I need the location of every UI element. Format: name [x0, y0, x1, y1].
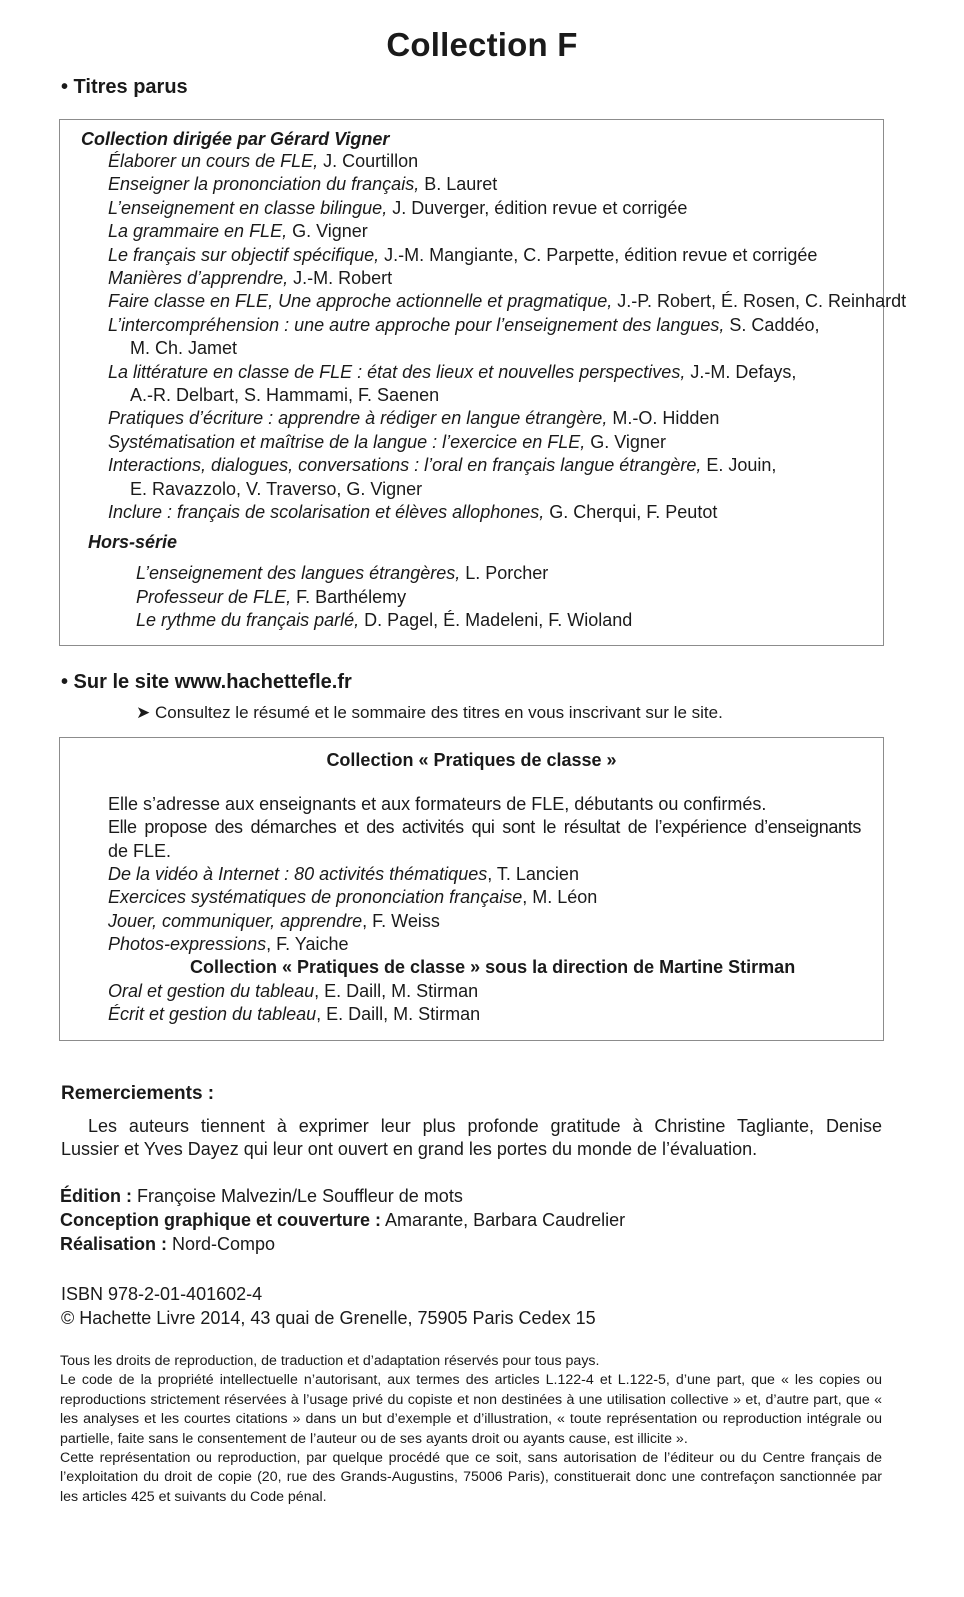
- pratiques-entry: [108, 933, 348, 956]
- entry-authors: J. Duverger, édition revue et corrigée: [387, 197, 688, 218]
- entry-title: Écrit et gestion du tableau: [108, 1004, 317, 1025]
- entry-title: Photos-expressions: [108, 934, 267, 955]
- site-heading: • Sur le site www.hachettefle.fr: [61, 671, 352, 693]
- intro-line: [108, 816, 861, 839]
- credit-label: Réalisation :: [60, 1234, 168, 1254]
- collection-header: Collection dirigée par Gérard Vigner: [81, 129, 390, 149]
- entry-title: Le rythme du français parlé,: [136, 610, 360, 631]
- remerciements-heading: Remerciements :: [61, 1083, 215, 1104]
- pratiques-entry: [108, 863, 579, 886]
- intro-line: [108, 793, 766, 816]
- entry-authors: J. Courtillon: [318, 151, 419, 171]
- entry-authors: J.-M. Mangiante, C. Parpette, édition revue et corrigée: [379, 244, 818, 265]
- entry-authors: B. Lauret: [419, 174, 498, 195]
- entry-title: Jouer, communiquer, apprendre: [108, 910, 363, 931]
- intro-text: Elle s’adresse aux enseignants et aux formateurs de FLE, débutants ou confirmés.: [108, 794, 767, 814]
- entry-title: Manières d’apprendre,: [108, 268, 289, 288]
- credit-value: Nord-Compo: [167, 1234, 276, 1254]
- entry-authors: , E. Daill, M. Stirman: [316, 1004, 481, 1025]
- entry-authors: G. Vigner: [585, 431, 666, 452]
- title-entry: [108, 267, 392, 290]
- entry-title: L’enseignement en classe bilingue,: [108, 197, 388, 218]
- credit-line: [60, 1185, 463, 1208]
- entry-authors: E. Jouin,: [701, 455, 777, 476]
- credit-value: Amarante, Barbara Caudrelier: [381, 1210, 626, 1230]
- title-entry: [108, 290, 906, 313]
- title-entry: [108, 454, 776, 477]
- title-entry: [108, 197, 687, 220]
- entry-title: Professeur de FLE,: [136, 586, 292, 607]
- pratiques-entry: [108, 910, 440, 933]
- credit-line: [60, 1233, 275, 1256]
- title-entry: [108, 407, 719, 430]
- title-entry: [108, 314, 819, 337]
- remerciements-line2: Lussier et Yves Dayez qui leur ont ouvert en grand les portes du monde de l’évaluation.: [61, 1139, 758, 1159]
- title-entry: [108, 244, 817, 267]
- credit-value: Françoise Malvezin/Le Souffleur de mots: [131, 1186, 463, 1206]
- intro-text: Elle propose des démarches et des activités qui sont le résultat de l’expérience d’enseignants: [108, 817, 861, 838]
- entry-title: L’intercompréhension : une autre approche pour l’enseignement des langues,: [108, 314, 725, 335]
- entry-authors: J.-P. Robert, É. Rosen, C. Reinhardt: [612, 291, 907, 312]
- site-note: ➤ Consultez le résumé et le sommaire des titres en vous inscrivant sur le site.: [136, 703, 723, 722]
- title-entry: [130, 337, 237, 360]
- page-title: Collection F: [386, 26, 578, 63]
- entry-title: Exercices systématiques de prononciation française: [108, 887, 523, 908]
- legal-notice: [60, 1352, 882, 1507]
- intro-text: de FLE.: [108, 840, 172, 861]
- entry-title: Enseigner la prononciation du français,: [108, 174, 420, 195]
- entry-title: Systématisation et maîtrise de la langue : l’exercice en FLE,: [108, 431, 586, 452]
- entry-authors: G. Cherqui, F. Peutot: [544, 502, 718, 522]
- pratiques-sub-entry: [108, 1003, 480, 1026]
- entry-title: Élaborer un cours de FLE,: [108, 151, 319, 171]
- entry-title: Inclure : français de scolarisation et élèves allophones,: [108, 502, 545, 522]
- entry-title: La grammaire en FLE,: [108, 221, 288, 242]
- legal-paragraph: Cette représentation ou reproduction, par quelque procédé que ce soit, sans autorisation de l’éditeur ou du Centre français de l’exploitation du droit de copie (20, rue des Grands-Augustins, 75006 Paris), constituerait donc une contrefaçon sanctionnée par les articles 425 et suivants du Code pénal.: [60, 1450, 882, 1505]
- intro-line: [108, 840, 171, 863]
- pratiques-header: Collection « Pratiques de classe »: [326, 750, 617, 770]
- hors-serie-entry: [136, 609, 632, 632]
- entry-authors: J.-M. Robert: [288, 268, 393, 288]
- copyright: © Hachette Livre 2014, 43 quai de Grenelle, 75905 Paris Cedex 15: [61, 1308, 596, 1328]
- entry-title: Faire classe en FLE, Une approche actionnelle et pragmatique,: [108, 291, 613, 312]
- entry-authors: A.-R. Delbart, S. Hammami, F. Saenen: [130, 385, 440, 405]
- entry-authors: S. Caddéo,: [724, 314, 820, 335]
- entry-title: Interactions, dialogues, conversations : l’oral en français langue étrangère,: [108, 455, 702, 476]
- remerciements-line1: Les auteurs tiennent à exprimer leur plus profonde gratitude à Christine Tagliante, Denise: [88, 1116, 882, 1136]
- entry-authors: M.-O. Hidden: [607, 408, 720, 429]
- entry-authors: J.-M. Defays,: [685, 361, 797, 382]
- title-entry: [108, 431, 666, 454]
- legal-paragraph: Le code de la propriété intellectuelle n’autorisant, aux termes des articles L.122-4 et L.122-5, d’une part, que « les copies ou reproductions strictement réservées à l’usage privé du copiste et non destinées à une utilisation collective » et, d’autre part, que « les analyses et les courtes citations » dans un but d’exemple et d’illustration, « toute représentation ou reproduction intégrale ou partielle, faite sans le consentement de l’auteur ou de ses ayants droit ou ayants cause, est illicite ».: [60, 1372, 882, 1447]
- credit-label: Édition :: [60, 1186, 132, 1206]
- entry-title: La littérature en classe de FLE : état des lieux et nouvelles perspectives,: [108, 361, 686, 382]
- entry-title: L’enseignement des langues étrangères,: [136, 563, 461, 583]
- title-entry: [108, 173, 497, 196]
- entry-title: Pratiques d’écriture : apprendre à rédiger en langue étrangère,: [108, 408, 608, 429]
- hors-serie-entry: [136, 586, 406, 609]
- entry-authors: , F. Yaiche: [266, 934, 349, 955]
- title-entry: [108, 220, 368, 243]
- entry-authors: D. Pagel, É. Madeleni, F. Wioland: [359, 610, 633, 631]
- credit-line: [60, 1209, 625, 1232]
- title-entry: [130, 478, 422, 501]
- title-entry: [108, 150, 418, 173]
- entry-authors: , F. Weiss: [362, 910, 440, 931]
- entry-authors: F. Barthélemy: [291, 586, 407, 607]
- entry-authors: L. Porcher: [460, 563, 549, 583]
- pratiques-entry: [108, 886, 597, 909]
- entry-authors: , E. Daill, M. Stirman: [314, 981, 479, 1001]
- title-entry: [130, 384, 439, 407]
- legal-paragraph: Tous les droits de reproduction, de traduction et d’adaptation réservés pour tous pays.: [60, 1353, 600, 1369]
- titres-parus-heading: • Titres parus: [61, 76, 188, 98]
- isbn: ISBN 978-2-01-401602-4: [61, 1284, 263, 1304]
- entry-title: Oral et gestion du tableau: [108, 981, 315, 1001]
- credit-label: Conception graphique et couverture :: [60, 1210, 382, 1230]
- pratiques-sub-entry: [108, 980, 478, 1003]
- entry-authors: , T. Lancien: [487, 864, 579, 884]
- entry-authors: E. Ravazzolo, V. Traverso, G. Vigner: [130, 478, 423, 499]
- hors-serie-header: Hors-série: [88, 532, 178, 552]
- hors-serie-entry: [136, 562, 548, 585]
- title-entry: [108, 361, 796, 384]
- entry-authors: , M. Léon: [522, 887, 598, 908]
- entry-authors: M. Ch. Jamet: [130, 338, 238, 359]
- pratiques-sub-header: Collection « Pratiques de classe » sous la direction de Martine Stirman: [190, 957, 796, 977]
- entry-authors: G. Vigner: [287, 221, 368, 242]
- entry-title: Le français sur objectif spécifique,: [108, 244, 380, 265]
- entry-title: De la vidéo à Internet : 80 activités thématiques: [108, 864, 488, 884]
- title-entry: [108, 501, 717, 524]
